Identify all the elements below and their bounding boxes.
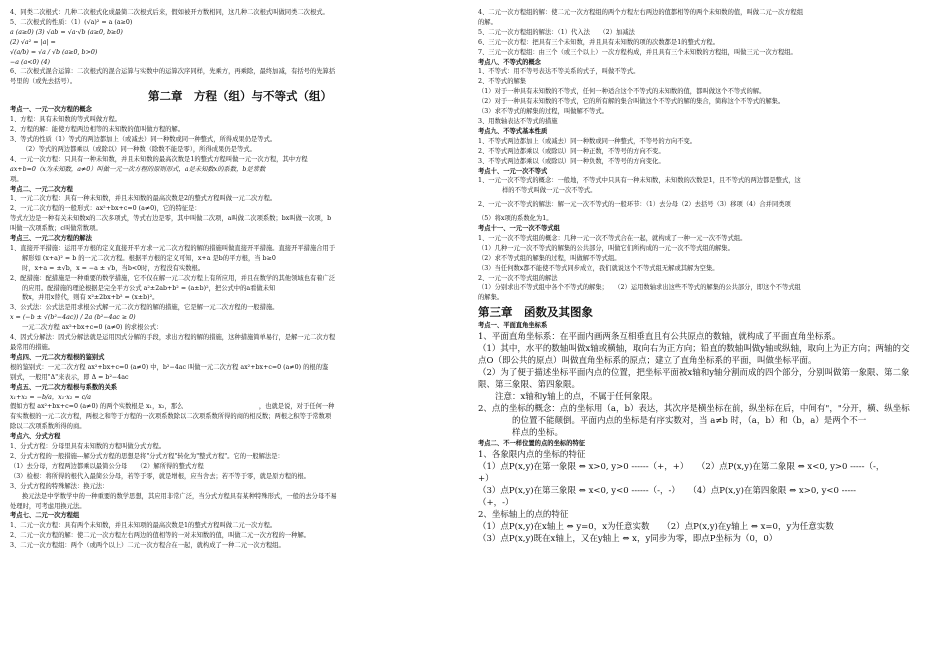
text-line: 2、坐标轴上的点的特征 [478,510,569,521]
text-line: （1）几种一元一次不等式的解集的公共部分，叫做它们所构成的一元一次不等式组的解集。 [478,244,734,252]
text-line: 项。 [10,175,23,183]
text-line: 4、一元一次方程：只具有一种未知数，并且未知数的最高次数是1的整式方程叫做一元一次方程，其中方程 [10,155,308,163]
text-line: 2、一元一次不等式组的解法 [478,274,558,282]
text-line: 样的不等式叫做一元一次不等式。 [502,187,597,195]
text-line: 2、点的坐标的概念：点的坐标用（a，b）表达，其次序是横坐标在前，纵坐标在后，中间有"，"分开，横、纵坐标 [478,404,910,415]
section-heading: 考点五、一元二次方程根与系数的关系 [10,383,118,391]
text-line: 最常用的措施。 [10,344,55,351]
text-line: 1、方程：具有未知数的等式叫做方程。 [10,116,122,124]
text-line: 时，x+a = ±√b，x = −a ± √b，当b<0时，方程没有实数根。 [22,264,205,272]
text-line: 的应用。配措施的理论根据是完全平方公式 a²±2ab+b² = (a±b)²，把公式中的a看做未知 [22,284,276,292]
formula-line: √(a/b) = √a / √b (a≥0, b>0) [10,48,98,56]
text-line: （2）等式的两边都乘以（或除以）同一种数（除数不能是零），所得成果仍是等式。 [22,145,256,153]
text-line: 等式左边是一种有关未知数x的二次多项式，等式右边是零，其中叫做二次项，a叫做二次项系数；bx叫做一次项，b [10,215,332,223]
section-heading: 考点二、不一样位置的点的坐标的特征 [478,440,586,448]
formula-line: x₁+x₂ = −b/a，x₁·x₂ = c/a [10,393,92,401]
text-line: （1）对于一种具有未知数的不等式，任何一种适合这个不等式的未知数的值，都叫做这个不等式的解。 [478,88,766,96]
text-line: 假如方程 ax²+bx+c=0 (a≠0) 的两个实数根是 x₁，x₂，那么 ，也就是说，对于任何一种 [10,403,335,411]
left-column [10,8,470,551]
text-line: （1）其中，水平的数轴叫做x轴或横轴，取向右为正方向；铅直的数轴叫做y轴或纵轴，取向上为正方向；两轴的交 [478,344,910,355]
text-line: 5、二元一次方程组的解法：（1）代入法 （2）加减法 [478,28,635,36]
text-line: 3、用数轴表达不等式的措施 [478,117,558,125]
text-line: （2）为了便于描述坐标平面内点的位置，把坐标平面被x轴和y轴分割而成的四个部分，分别叫做第一象限、第二象 [478,368,910,379]
text-line: 2、方程的解：能使方程两边相等的未知数的值叫做方程的解。 [10,126,185,134]
text-line: 除以二次项系数所得的商。 [10,423,86,431]
text-line: 的解。 [478,18,497,26]
formula-line: x = (−b ± √(b²−4ac)) / 2a (b²−4ac ≥ 0) [10,314,136,322]
text-line: 1、不等式：用不等号表达不等关系的式子，叫做不等式。 [478,68,640,76]
text-line: （1）分别求出不等式组中各个不等式的解集； （2）运用数轴求出这些不等式的解集的公共部分，即这个不等式组 [478,284,801,292]
section-heading: 考点六、分式方程 [10,433,61,441]
section-heading: 考点九、不等式基本性质 [478,127,548,135]
text-line: （3）检根：将所得的根代入最简公分母，若等于零，就是增根，应当舍去；若不等于零，就是原方程的根。 [10,472,310,480]
formula-line: a (a≥0) (3) √ab = √a·√b (a≥0, b≥0) [10,28,123,36]
right-column [478,8,938,545]
text-line: 1、各象限内点的坐标的特征 [478,450,586,461]
formula-line: ax+b=0（x为未知数，a≠0）叫做一元一次方程的原则形式，a是未知数x的系数，b是常数 [10,165,266,173]
text-line: 解形如 (x+a)² = b 的一元二次方程。根据平方根的定义可知，x+a 是b的平方根，当 b≥0 [22,254,276,262]
text-line: 4、二元一次方程组的解：使二元一次方程组的两个方程左右两边的值都相等的两个未知数的值，叫做二元一次方程组 [478,9,804,16]
text-line: 处理时，可考虑用换元法。 [10,502,86,510]
text-line: 2、分式方程的一般措施---解分式方程的思想是将"分式方程"转化为"整式方程"。它的一般解法是： [10,452,284,460]
text-line: 2、一元一次不等式的解法：解一元一次不等式的一般环节：（1）去分母（2）去括号（3）移项（4）合并同类项 [478,201,791,209]
text-line: 2、配措施：配措施是一种重要的数学措施，它不仅在解一元二次方程上有所应用，并且在数学的其他领域也有着广泛 [10,274,336,282]
section-heading: 考点二、一元二次方程 [10,185,73,193]
text-line: 3、公式法：公式法是用求根公式解一元二次方程的解的措施，它是解一元二次方程的一般措施。 [10,304,279,312]
text-line: 的解集。 [478,294,504,302]
text-line: 别式，一般用"Δ"来表示，即 Δ = b²−4ac [10,373,129,381]
text-line: 注意：x轴和y轴上的点，不属于任何象限。 [478,392,658,403]
text-line: （2）对于一种具有未知数的不等式，它的所有解的集合叫做这个不等式的解的集合，简称这个不等式的解集。 [478,98,785,106]
text-line: 点O（即公共的原点）叫做直角坐标系的原点；建立了直角坐标系的平面，叫做坐标平面。 [478,356,817,367]
text-line: 数x，并用x替代，则有 x²±2bx+b² = (x±b)²。 [22,294,159,302]
text-line: 1、二元一次方程：具有两个未知数，并且未知项的最高次数是1的整式方程叫做二元一次方程。 [10,522,277,530]
text-line: 1、平面直角坐标系：在平面内画两条互相垂直且有公共原点的数轴，就构成了平面直角坐标系。 [478,332,841,343]
text-line: （1）点P(x,y)在x轴上 ⇔ y=0，x为任意实数 （2）点P(x,y)在y轴上 ⇔ x=0，y为任意实数 [478,522,834,533]
text-line: （1）去分母，方程两边都乘以最简公分母 （2）解所得的整式方程 [10,462,204,470]
text-line: 3、二元一次方程组：两个（或两个以上）二元一次方程合在一起，就构成了一种二元一次方程组。 [10,542,285,550]
text-line: （3）当任何数x都不能使不等式同步成立，我们就说这个不等式组无解或其解为空集。 [478,264,719,272]
text-line: 根的鉴别式：一元二次方程 ax²+bx+c=0 (a≠0) 中，b²−4ac 叫做一元二次方程 ax²+bx+c=0 (a≠0) 的根的鉴 [10,363,329,371]
text-line: 7、三元一次方程组：由三个（或三个以上）一次方程构成，并且具有三个未知数的方程组，叫做三元一次方程组。 [478,48,797,56]
text-line: 限、第三象限、第四象限。 [478,380,581,391]
text-line: 3、不等式两边都乘以（或除以）同一种负数，不等号的方向变化。 [478,157,665,165]
text-line: +） [478,474,494,485]
text-line: （5）将x项的系数化为1。 [478,215,553,223]
text-line: 1、一元二次方程：具有一种未知数，并且未知数的最高次数是2的整式方程叫做一元二次方程。 [10,195,277,203]
text-line: 5、二次根式的性质：（1）(√a)² = a (a≥0) [10,18,133,26]
text-line: 的位置不能颠倒。平面内点的坐标是有序实数对，当 a≠b 时，（a，b）和（b，a）是两个不一 [478,416,867,427]
text-line: （+，-） [478,498,514,509]
text-line: 有实数根的一元二次方程，两根之和等于方程的一次项系数除以二次项系数所得的商的相反数；两根之积等于常数项 [10,413,332,421]
text-line: 3、分式方程的特殊解法：换元法： [10,482,109,490]
text-line: （1）点P(x,y)在第一象限 ⇔ x>0, y>0 ------（+，+） （2）点P(x,y)在第二象限 ⇔ x<0, y>0 -----（-， [478,462,885,473]
text-line: 1、一元一次不等式的概念：一般地，不等式中只具有一种未知数，未知数的次数是1，且不等式的两边都是整式，这 [478,177,801,185]
section-heading: 考点一、一元一次方程的概念 [10,106,92,114]
text-line: 6、三元一次方程：把具有三个未知数，并且具有未知数的项的次数都是1的整式方程。 [478,38,719,46]
text-line: 2、不等式的解集 [478,78,527,86]
text-line: 1、一元一次不等式组的概念：几种一元一次不等式合在一起，就构成了一种一元一次不等式组。 [478,234,747,242]
section-heading: 考点十、一元一次不等式 [478,167,548,175]
text-line: （3）点P(x,y)在第三象限 ⇔ x<0, y<0 ------（-，-） （4）点P(x,y)在第四象限 ⇔ x>0, y<0 ----- [478,486,857,497]
text-line: 号里的（或先去括号）。 [10,78,77,86]
formula-line: (2) √a² = |a| = [10,38,56,46]
text-line: 6、二次根式混合运算：二次根式的混合运算与实数中的运算次序同样，先乘方，再乘除，最终加减，有括号的先算括 [10,68,336,76]
section-heading: 考点四、一元二次方程根的鉴别式 [10,353,105,361]
text-line: 1、不等式两边都加上（或减去）同一种数或同一种整式，不等号的方向不变。 [478,137,697,145]
text-line: （3）点P(x,y)既在x轴上，又在y轴上 ⇔ x，y同步为零，即点P坐标为（0，0） [478,534,778,545]
chapter-title: 第二章 方程（组）与不等式（组） [148,89,332,104]
text-line: 2、二元一次方程的解：使二元一次方程左右两边的值相等的一对未知数的值，叫做二元一次方程的一种解。 [10,532,310,540]
section-heading: 考点十一、一元一次不等式组 [478,225,560,233]
formula-line: −a (a<0) (4) [10,58,50,66]
section-heading: 考点一、平面直角坐标系 [478,322,548,330]
text-line: （2）求不等式组的解集的过程，叫做解不等式组。 [478,254,621,262]
chapter-title: 第三章 函数及其图象 [478,305,593,320]
text-line: 2、不等式两边都乘以（或除以）同一种正数，不等号的方向不变。 [478,147,665,155]
section-heading: 考点三、一元二次方程的解法 [10,235,92,243]
text-line: 2、一元二次方程的一般形式：ax²+bx+c=0 (a≠0)，它的特征是： [10,205,201,213]
text-line: 3、等式的性质（1）等式的两边都加上（或减去）同一种数或同一种整式，所得成果仍是等式。 [10,135,277,143]
text-line: （3）求不等式的解集的过程，叫做解不等式。 [478,108,608,116]
text-line: 换元法是中学数学中的一种重要的数学思想，其应用非常广泛，当分式方程具有某种特殊形式，一般的去分母不易 [22,492,337,500]
text-line: 样点的坐标。 [478,428,564,439]
section-heading: 考点八、不等式的概念 [478,58,541,66]
text-line: 4、同类二次根式：几种二次根式化成最简二次根式后来，假如被开方数相同，这几种二次根式叫做同类二次根式。 [10,9,329,16]
text-line: 一元二次方程 ax²+bx+c=0 (a≠0) 的求根公式： [22,324,163,332]
text-line: 4、因式分解法：因式分解法就是运用因式分解的手段，求出方程的解的措施，这种措施简单易行，是解一元二次方程 [10,334,336,342]
section-heading: 考点七、二元一次方程组 [10,512,80,520]
text-line: 1、分式方程：分母里具有未知数的方程叫做分式方程。 [10,443,166,451]
text-line: 叫做一次项系数；c叫做常数项。 [10,225,102,233]
text-line: 1、直接开平措施：运用平方根的定义直接开平方求一元二次方程的解的措施叫做直接开平措施。直接开平措施合用于 [10,244,336,252]
